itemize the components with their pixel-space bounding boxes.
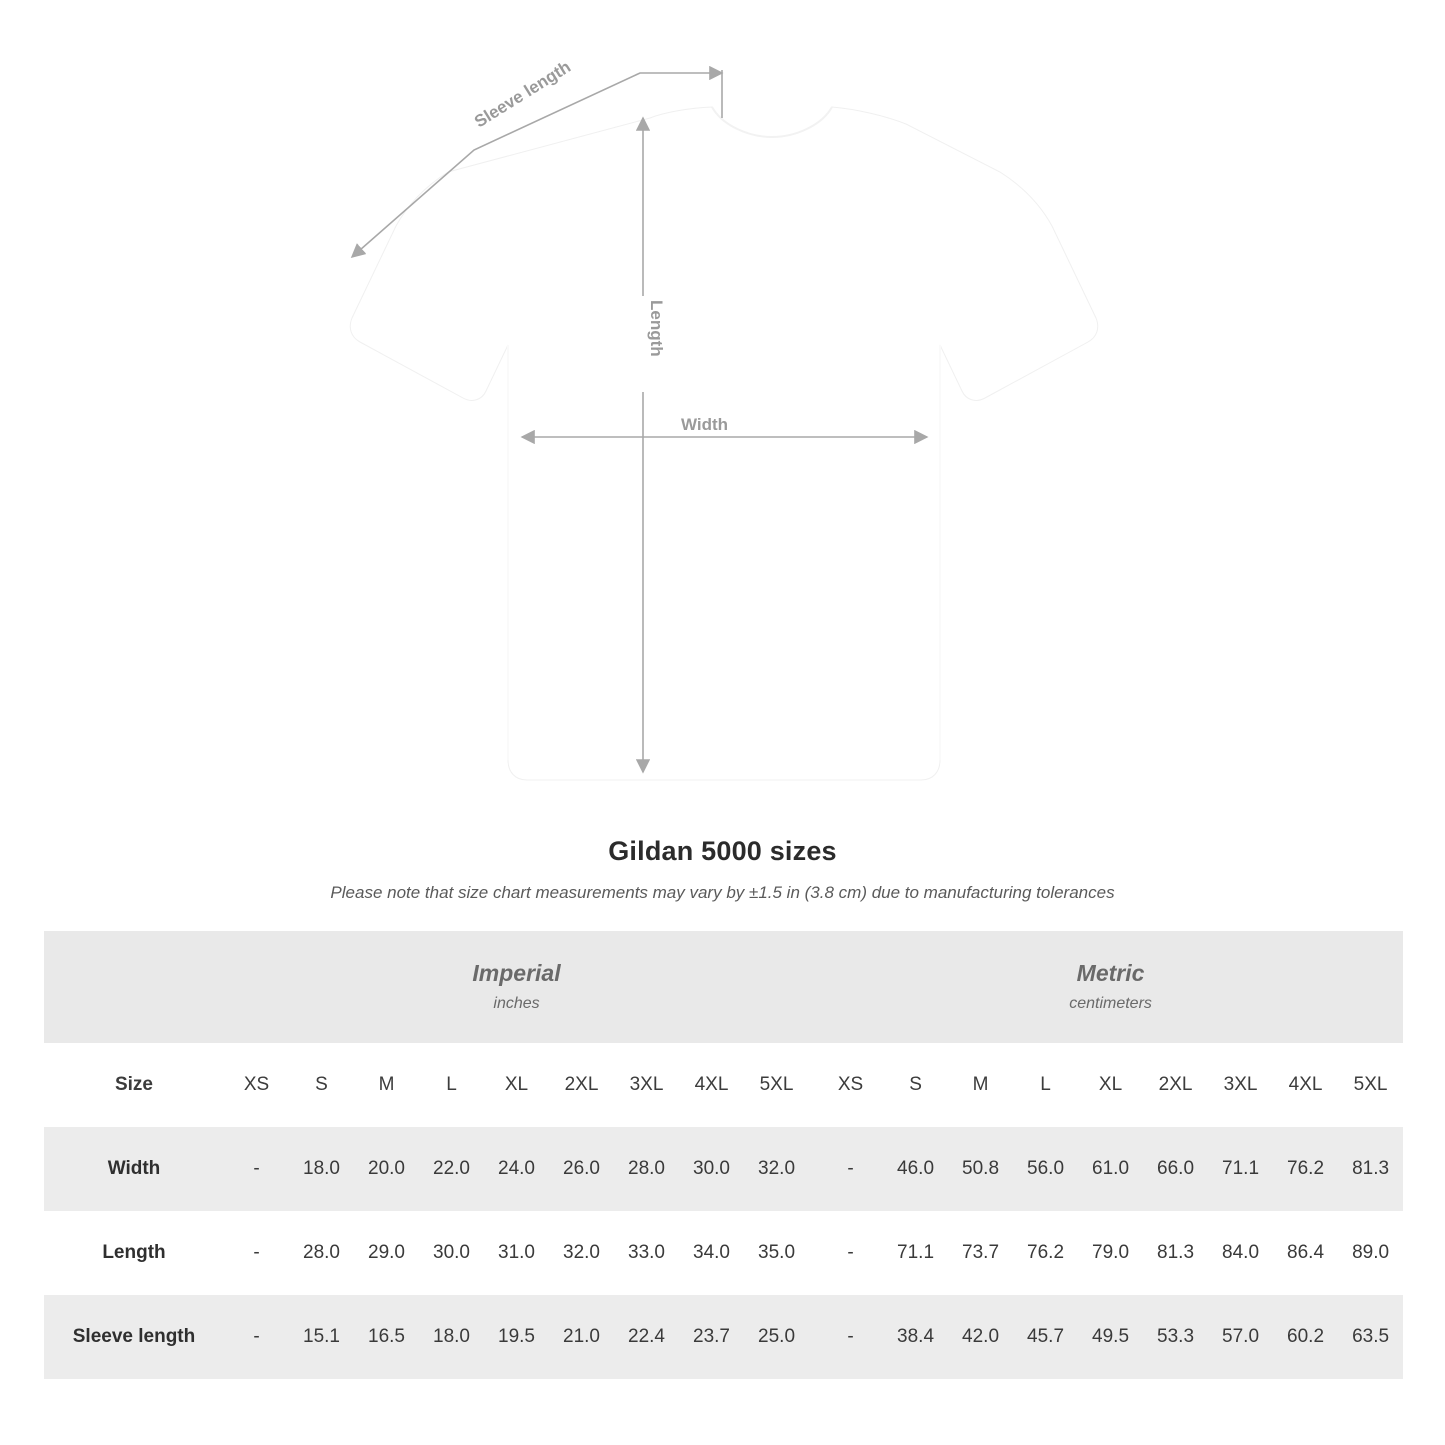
tolerance-note: Please note that size chart measurements may vary by ±1.5 in (3.8 cm) due to manufacturing tolerances: [330, 883, 1115, 902]
tshirt-shape: [350, 107, 1097, 780]
size-imperial-3xl: 3XL: [614, 1043, 679, 1127]
length-label: Length: [647, 300, 666, 357]
length-imperial-5xl: 35.0: [744, 1211, 809, 1295]
imperial-unit: inches: [493, 994, 540, 1012]
table-row: [44, 1127, 1403, 1211]
width-imperial-s: 18.0: [289, 1127, 354, 1211]
length-imperial-xl: 31.0: [484, 1211, 549, 1295]
size-metric-4xl: 4XL: [1273, 1043, 1338, 1127]
length-imperial-4xl: 34.0: [679, 1211, 744, 1295]
width-metric-xs: -: [818, 1127, 883, 1211]
sleeve-imperial-2xl: 21.0: [549, 1295, 614, 1379]
length-metric-m: 73.7: [948, 1211, 1013, 1295]
size-imperial-l: L: [419, 1043, 484, 1127]
sleeve-metric-xl: 49.5: [1078, 1295, 1143, 1379]
width-metric-l: 56.0: [1013, 1127, 1078, 1211]
length-metric-xl: 79.0: [1078, 1211, 1143, 1295]
size-imperial-2xl: 2XL: [549, 1043, 614, 1127]
length-metric-xs: -: [818, 1211, 883, 1295]
size-metric-s: S: [883, 1043, 948, 1127]
size-header-row: [44, 1043, 1403, 1127]
length-metric-l: 76.2: [1013, 1211, 1078, 1295]
table-row: [44, 1295, 1403, 1379]
size-metric-3xl: 3XL: [1208, 1043, 1273, 1127]
length-imperial-m: 29.0: [354, 1211, 419, 1295]
imperial-name: Imperial: [472, 960, 561, 987]
table-row: [44, 1211, 1403, 1295]
width-metric-5xl: 81.3: [1338, 1127, 1403, 1211]
sleeve-imperial-3xl: 22.4: [614, 1295, 679, 1379]
width-row-gap: [809, 1127, 818, 1211]
width-metric-2xl: 66.0: [1143, 1127, 1208, 1211]
length-metric-3xl: 84.0: [1208, 1211, 1273, 1295]
sleeve-imperial-l: 18.0: [419, 1295, 484, 1379]
sleeve-length-label: Sleeve length: [471, 57, 575, 132]
system-header-metric: [818, 931, 1403, 1043]
size-metric-l: L: [1013, 1043, 1078, 1127]
width-metric-3xl: 71.1: [1208, 1127, 1273, 1211]
sleeve-metric-xs: -: [818, 1295, 883, 1379]
width-label: Width: [681, 415, 729, 434]
metric-unit: centimeters: [1069, 994, 1152, 1012]
sleeve-imperial-xl: 19.5: [484, 1295, 549, 1379]
sleeve-imperial-4xl: 23.7: [679, 1295, 744, 1379]
size-table-wrap: [44, 931, 1401, 1379]
size-imperial-m: M: [354, 1043, 419, 1127]
width-imperial-2xl: 26.0: [549, 1127, 614, 1211]
sleeve-metric-l: 45.7: [1013, 1295, 1078, 1379]
sleeve-metric-3xl: 57.0: [1208, 1295, 1273, 1379]
width-imperial-3xl: 28.0: [614, 1127, 679, 1211]
size-metric-2xl: 2XL: [1143, 1043, 1208, 1127]
width-metric-4xl: 76.2: [1273, 1127, 1338, 1211]
size-metric-5xl: 5XL: [1338, 1043, 1403, 1127]
sleeve-metric-2xl: 53.3: [1143, 1295, 1208, 1379]
size-metric-xs: XS: [818, 1043, 883, 1127]
sleeve-metric-m: 42.0: [948, 1295, 1013, 1379]
sleeve-imperial-m: 16.5: [354, 1295, 419, 1379]
page-title: Gildan 5000 sizes: [608, 836, 837, 866]
row-label-length: Length: [44, 1211, 224, 1295]
width-imperial-l: 22.0: [419, 1127, 484, 1211]
length-imperial-2xl: 32.0: [549, 1211, 614, 1295]
size-metric-m: M: [948, 1043, 1013, 1127]
system-header-spacer: [44, 931, 224, 1043]
length-imperial-s: 28.0: [289, 1211, 354, 1295]
size-imperial-xs: XS: [224, 1043, 289, 1127]
width-metric-s: 46.0: [883, 1127, 948, 1211]
system-header-row: [44, 931, 1403, 1043]
length-metric-4xl: 86.4: [1273, 1211, 1338, 1295]
sleeve-imperial-xs: -: [224, 1295, 289, 1379]
sleeve-imperial-5xl: 25.0: [744, 1295, 809, 1379]
size-imperial-5xl: 5XL: [744, 1043, 809, 1127]
sleeve-metric-4xl: 60.2: [1273, 1295, 1338, 1379]
size-table: [44, 931, 1403, 1379]
length-imperial-xs: -: [224, 1211, 289, 1295]
width-metric-m: 50.8: [948, 1127, 1013, 1211]
width-imperial-4xl: 30.0: [679, 1127, 744, 1211]
system-header-gap: [809, 931, 818, 1043]
size-header-gap: [809, 1043, 818, 1127]
size-metric-xl: XL: [1078, 1043, 1143, 1127]
row-label-width: Width: [44, 1127, 224, 1211]
width-imperial-5xl: 32.0: [744, 1127, 809, 1211]
row-label-sleeve-length: Sleeve length: [44, 1295, 224, 1379]
width-imperial-xl: 24.0: [484, 1127, 549, 1211]
width-imperial-m: 20.0: [354, 1127, 419, 1211]
title-block: [0, 836, 1445, 903]
length-imperial-3xl: 33.0: [614, 1211, 679, 1295]
size-imperial-4xl: 4XL: [679, 1043, 744, 1127]
sleeve-metric-s: 38.4: [883, 1295, 948, 1379]
length-metric-2xl: 81.3: [1143, 1211, 1208, 1295]
width-imperial-xs: -: [224, 1127, 289, 1211]
sleeve-imperial-s: 15.1: [289, 1295, 354, 1379]
size-imperial-xl: XL: [484, 1043, 549, 1127]
size-imperial-s: S: [289, 1043, 354, 1127]
metric-name: Metric: [1076, 960, 1145, 987]
size-header-label: Size: [44, 1043, 224, 1127]
sleeve-metric-5xl: 63.5: [1338, 1295, 1403, 1379]
length-metric-s: 71.1: [883, 1211, 948, 1295]
width-metric-xl: 61.0: [1078, 1127, 1143, 1211]
system-header-imperial: [224, 931, 809, 1043]
length-metric-5xl: 89.0: [1338, 1211, 1403, 1295]
sleeve-row-gap: [809, 1295, 818, 1379]
length-imperial-l: 30.0: [419, 1211, 484, 1295]
length-row-gap: [809, 1211, 818, 1295]
